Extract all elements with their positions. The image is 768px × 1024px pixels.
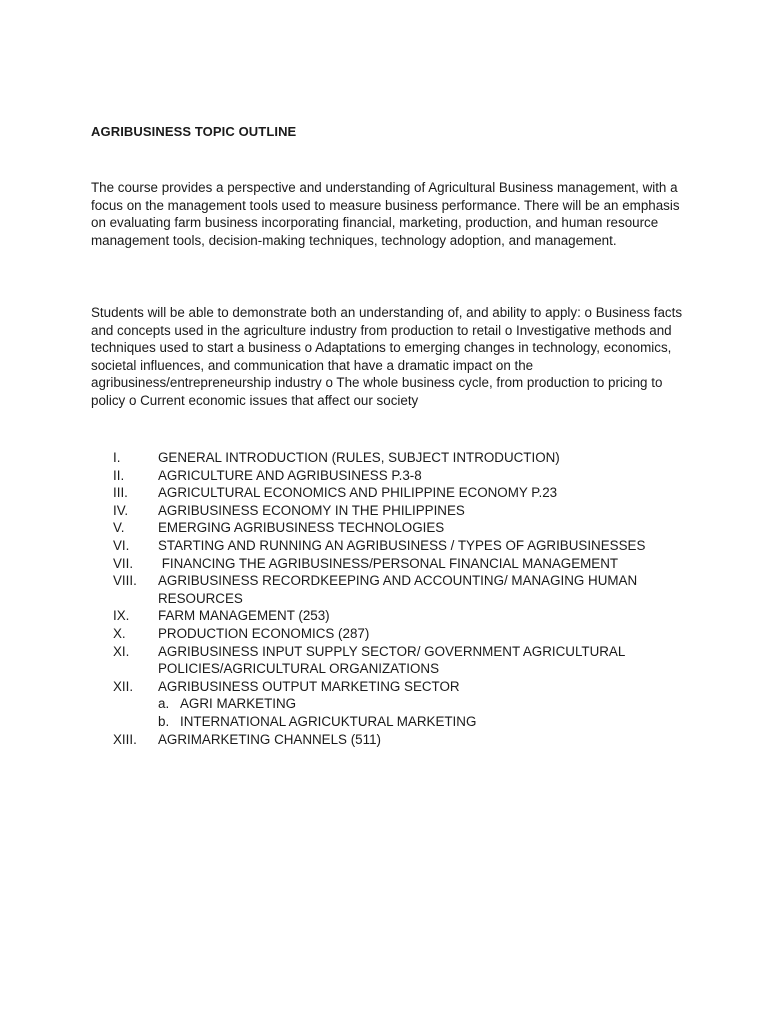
outline-item xyxy=(0,467,768,485)
outline-text: FINANCING THE AGRIBUSINESS/PERSONAL FINANCIAL MANAGEMENT xyxy=(158,555,619,571)
outline-text: STARTING AND RUNNING AN AGRIBUSINESS / TYPES OF AGRIBUSINESSES xyxy=(158,537,646,553)
outline-item xyxy=(0,502,768,520)
topic-outline-list xyxy=(0,449,768,748)
course-description-paragraph: The course provides a perspective and understanding of Agricultural Business management, with a focus on the management tools used to measure business performance. There will be an emphasis on evaluating farm business incorporating financial, marketing, production, and human resource management tools, decision-making techniques, technology adoption, and management. xyxy=(91,180,680,248)
outline-numeral: VII. xyxy=(113,555,134,571)
outline-item xyxy=(0,572,768,607)
outline-numeral: VI. xyxy=(113,537,130,553)
outline-subitem-text: INTERNATIONAL AGRICUKTURAL MARKETING xyxy=(180,713,477,729)
outline-subitem xyxy=(0,695,768,713)
outline-item xyxy=(0,731,768,749)
outline-numeral: X. xyxy=(113,625,126,641)
outline-numeral: XII. xyxy=(113,678,134,694)
outline-numeral: XI. xyxy=(113,643,130,659)
outline-text: FARM MANAGEMENT (253) xyxy=(158,608,330,624)
outline-numeral: IV. xyxy=(113,502,129,518)
outline-item xyxy=(0,484,768,502)
outline-item xyxy=(0,625,768,643)
outline-numeral: II. xyxy=(113,467,125,483)
outline-item xyxy=(0,643,768,678)
learning-outcomes-paragraph: Students will be able to demonstrate both an understanding of, and ability to apply: o Business facts and concepts used in the agriculture industry from production to retail o Investigative methods and techniques used to start a business o Adaptations to emerging changes in technology, economics, societal influences, and communication that have a dramatic impact on the agribusiness/entrepreneurship industry o The whole business cycle, from production to pricing to policy o Current economic issues that affect our society xyxy=(91,305,683,408)
outline-text: AGRIBUSINESS OUTPUT MARKETING SECTOR xyxy=(158,678,460,694)
outline-item xyxy=(0,607,768,625)
outline-text: AGRIBUSINESS RECORDKEEPING AND ACCOUNTING/ MANAGING HUMAN RESOURCES xyxy=(158,573,638,606)
outline-item xyxy=(0,519,768,537)
outline-text: GENERAL INTRODUCTION (RULES, SUBJECT INTRODUCTION) xyxy=(158,450,560,465)
outline-item xyxy=(0,449,768,467)
outline-numeral: IX. xyxy=(113,608,130,624)
outline-subitem xyxy=(0,713,768,731)
outline-item xyxy=(0,537,768,555)
outline-text: EMERGING AGRIBUSINESS TECHNOLOGIES xyxy=(158,520,445,536)
outline-subitem-text: AGRI MARKETING xyxy=(180,696,297,712)
outline-text: AGRIMARKETING CHANNELS (511) xyxy=(158,731,381,747)
outline-subitem-letter: a. xyxy=(158,696,170,712)
outline-text: PRODUCTION ECONOMICS (287) xyxy=(158,625,370,641)
outline-item xyxy=(0,555,768,573)
outline-numeral: XIII. xyxy=(113,731,137,747)
outline-subitem-letter: b. xyxy=(158,713,170,729)
outline-numeral: III. xyxy=(113,485,128,501)
outline-text: AGRICULTURE AND AGRIBUSINESS P.3-8 xyxy=(158,467,422,483)
outline-numeral: I. xyxy=(113,450,121,465)
outline-numeral: V. xyxy=(113,520,125,536)
document-title: AGRIBUSINESS TOPIC OUTLINE xyxy=(91,124,297,139)
outline-item xyxy=(0,678,768,731)
outline-text: AGRIBUSINESS ECONOMY IN THE PHILIPPINES xyxy=(158,502,465,518)
outline-text: AGRICULTURAL ECONOMICS AND PHILIPPINE ECONOMY P.23 xyxy=(158,485,558,501)
outline-text: AGRIBUSINESS INPUT SUPPLY SECTOR/ GOVERNMENT AGRICULTURAL POLICIES/AGRICULTURAL ORGANIZATIONS xyxy=(158,643,625,677)
outline-numeral: VIII. xyxy=(113,573,137,589)
outline-subitem-list xyxy=(0,695,768,730)
